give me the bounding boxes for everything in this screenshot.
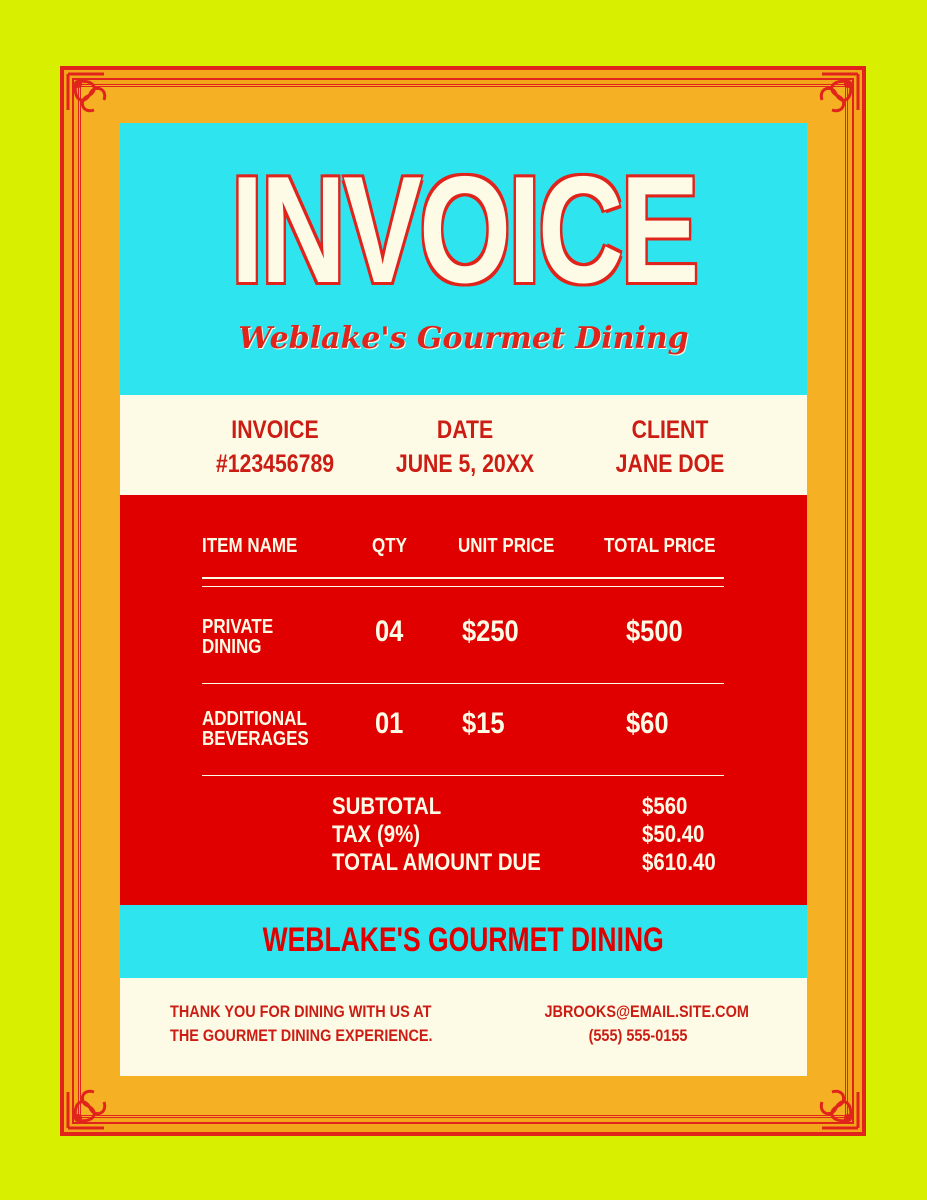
invoice-header [120, 123, 807, 395]
column-header-item-name: ITEM NAME [202, 535, 298, 557]
item-name-line: DINING [202, 636, 262, 658]
total-due-value: $610.40 [642, 849, 716, 876]
item-name-line: BEVERAGES [202, 728, 309, 750]
business-script-name: Weblake's Gourmet Dining [238, 321, 689, 356]
invoice-sheet [120, 123, 807, 1076]
ornament-corner-icon [64, 70, 128, 134]
ornament-corner-icon [798, 1068, 862, 1132]
invoice-number-block [177, 413, 373, 481]
invoice-meta [120, 395, 807, 495]
total-due-label: TOTAL AMOUNT DUE [332, 849, 541, 876]
header-rule [202, 577, 724, 579]
invoice-number-value: #123456789 [215, 450, 335, 478]
invoice-footer [120, 978, 807, 1076]
item-total-price: $60 [626, 707, 669, 740]
column-header-total-price: TOTAL PRICE [604, 535, 716, 557]
item-total-price: $500 [626, 615, 683, 648]
item-unit-price: $250 [462, 615, 519, 648]
tax-label: TAX (9%) [332, 821, 421, 848]
item-name [202, 617, 338, 657]
client-label: CLIENT [631, 416, 709, 444]
column-header-qty: QTY [372, 535, 407, 557]
thank-you-note [170, 1000, 433, 1048]
item-name-line: PRIVATE [202, 616, 274, 638]
contact-phone[interactable]: (555) 555-0155 [588, 1026, 688, 1045]
thank-you-line: THANK YOU FOR DINING WITH US AT [170, 1002, 432, 1021]
business-name: WEBLAKE'S GOURMET DINING [262, 921, 665, 959]
item-unit-price: $15 [462, 707, 505, 740]
row-divider [202, 683, 724, 684]
date-block [367, 413, 563, 481]
thank-you-line: THE GOURMET DINING EXPERIENCE. [170, 1026, 433, 1045]
date-value: JUNE 5, 20XX [395, 450, 535, 478]
item-qty: 01 [375, 707, 404, 740]
items-table [120, 495, 807, 905]
subtotal-value: $560 [642, 793, 688, 820]
contact-email[interactable]: JBROOKS@EMAIL.SITE.COM [544, 1002, 749, 1021]
business-band [120, 905, 807, 978]
column-header-unit-price: UNIT PRICE [458, 535, 555, 557]
subtotal-label: SUBTOTAL [332, 793, 442, 820]
tax-value: $50.40 [642, 821, 705, 848]
invoice-number-label: INVOICE [231, 416, 319, 444]
ornament-corner-icon [798, 70, 862, 134]
contact-info [544, 1000, 749, 1048]
ornament-corner-icon [64, 1068, 128, 1132]
item-name-line: ADDITIONAL [202, 708, 307, 730]
client-value: JANE DOE [615, 450, 725, 478]
row-divider [202, 775, 724, 776]
item-name [202, 709, 338, 749]
item-qty: 04 [375, 615, 404, 648]
client-block [572, 413, 768, 481]
date-label: DATE [436, 416, 494, 444]
invoice-title: INVOICE [230, 145, 697, 315]
header-rule [202, 586, 724, 587]
